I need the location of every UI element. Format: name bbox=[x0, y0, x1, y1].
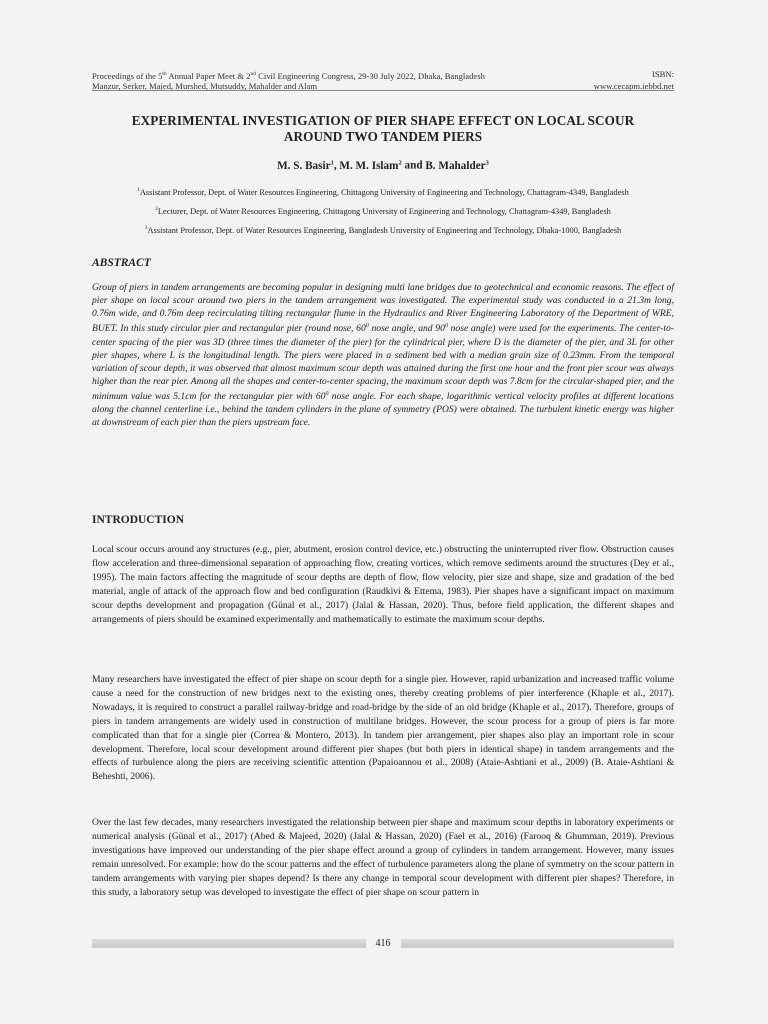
author: M. M. Islam$^2$ bbox=[339, 159, 402, 172]
affiliation: $^1$Assistant Professor, Dept. of Water Resources Engineering, Chittagong University of Engineering and Technology, Chattagram-4349, Bangladesh bbox=[137, 187, 629, 197]
body-paragraph: Many researchers have investigated the effect of pier shape on scour depth for a single pier. However, rapid urbanization and increased traffic volume cause a need for the construction of new bridges next to the existing ones, thereby creating problems of pier interference (Khaple et al., 2017). Nowadays, it is required to construct a parallel railway-bridge and road-bridge by the side of an old bridge (Khaple et al., 2017). Therefore, groups of piers in tandem arrangements are widely used in construction of multilane bridges. However, the scour process for a group of piers is far more complicated than that for a single pier (Correa & Montero, 2013). In tandem pier arrangement, pier shapes also play an important role in scour development. Therefore, local scour development around different pier shapes (but both piers in identical shape) in tandem arrangements and the effects of turbulence along the piers are receiving scientific attention (Papaioannou et al., 2008) (Ataie-Ashtiani et al., 2009) (B. Ataie-Ashtiani & Beheshti, 2006). bbox=[92, 674, 674, 783]
affiliation: $^3$Assistant Professor, Dept. of Water Resources Engineering, Bangladesh University of Engineering and Technology, Dhaka-1000, Bangladesh bbox=[144, 224, 622, 235]
proceedings-info: Proceedings of the 5th Annual Paper Meet & 2nd Civil Engineering Congress, 29-30 July 2022, Dhaka, Bangladesh bbox=[92, 70, 485, 81]
isbn-label: ISBN: bbox=[652, 69, 674, 79]
paper-title: EXPERIMENTAL INVESTIGATION OF PIER SHAPE EFFECT ON LOCAL SCOUR AROUND TWO TANDEM PIERS bbox=[131, 113, 635, 144]
header-divider bbox=[92, 90, 674, 91]
body-paragraph: Local scour occurs around any structures (e.g., pier, abutment, erosion control device, etc.) obstructing the uninterrupted river flow. Obstruction causes flow acceleration and three-dimensional separation of approaching flow, creating vortices, which remove sediments around the structures (Dey et al., 1995). The main factors affecting the magnitude of scour depths are depth of flow, flow velocity, pier size and shape, size and gradation of the bed material, angle of attack of the approach flow and bed configuration (Raudkivi & Ettema, 1983). Pier shapes have a significant impact on maximum scour depths development and propagation (Günal et al., 2017) (Jalal & Hassan, 2020). Thus, before field application, the different shapes and arrangements of piers should be examined experimentally and mathematically to estimate the maximum scour depths. bbox=[92, 544, 674, 625]
introduction-heading: INTRODUCTION bbox=[92, 514, 185, 526]
abstract-body: Group of piers in tandem arrangements are becoming popular in designing multi lane bridges due to geotechnical and economic reasons. The effect of pier shape on local scour around two piers in the tandem arrangement was investigated. The experimental study was conducted in a 21.3m long, 0.76m wide, and 0.76m deep recirculating tilting rectangular flume in the Hydraulics and River Engineering Laboratory of the Department of WRE, BUET. In this study circular pier and rectangular pier (round nose, $60^0$ nose angle, and $90^0$ nose angle) were used for the experiments. The center-to-center spacing of the pier was 3D (three times the diameter of the pier) for the cylindrical pier, where D is the diameter of the pier, and 3L for other pier shapes, where L is the longitudinal length. The piers were placed in a sediment bed with a median grain size of 0.23mm. From the temporal variation of scour depth, it was observed that almost maximum scour depth was attained during the first one hour and the front pier scour was always higher than the rear pier. Among all the shapes and center-to-center spacing, the maximum scour depth was 7.8cm for the circular-shaped pier, and the minimum value was 5.1cm for the rectangular pier with $60^0$ nose angle. For each shape, logarithmic vertical velocity profiles at different locations along the channel centerline i.e., behind the tandem cylinders in the plane of symmetry (POS) were obtained. The turbulent kinetic energy was higher at downstream of each pier than the piers upstream face. bbox=[92, 282, 674, 429]
author: M. S. Basir$^1$ bbox=[277, 159, 334, 172]
running-header bbox=[92, 69, 674, 91]
affiliations bbox=[92, 182, 674, 238]
affiliation: $^2$Lecturer, Dept. of Water Resources Engineering, Chittagong University of Engineering and Technology, Chattagram-4349, Bangladesh bbox=[155, 205, 611, 216]
author: B. Mahalder$^3$ bbox=[425, 159, 489, 172]
page-number: 416 bbox=[92, 938, 674, 949]
conference-website: www.cecapm.iebbd.net bbox=[593, 80, 674, 91]
author-list: M. S. Basir$^1$, M. M. Islam$^2$ and B. Mahalder$^3$ bbox=[277, 159, 489, 172]
body-paragraph: Over the last few decades, many researchers investigated the relationship between pier shape and maximum scour depths in laboratory experiments or numerical analysis (Günal et al., 2017) (Abed & Majeed, 2020) (Jalal & Hassan, 2020) (Fael et al., 2016) (Farooq & Ghumman, 2019). Previous investigations have improved our understanding of the pier shape effect around a group of cylinders in tandem arrangement. However, many issues remain unresolved. For example: how do the scour patterns and the effect of turbulence parameters along the plane of symmetry on the scour pattern in tandem arrangements with varying pier shapes depend? Is there any change in temporal scour development with different pier shapes? Therefore, in this study, a laboratory setup was developed to investigate the effect of pier shape on scour pattern in bbox=[92, 817, 674, 898]
running-authors: Manzur, Serker, Majed, Murshed, Mutsuddy, Mahalder and Alam bbox=[92, 80, 318, 91]
abstract-heading: ABSTRACT bbox=[92, 257, 151, 269]
